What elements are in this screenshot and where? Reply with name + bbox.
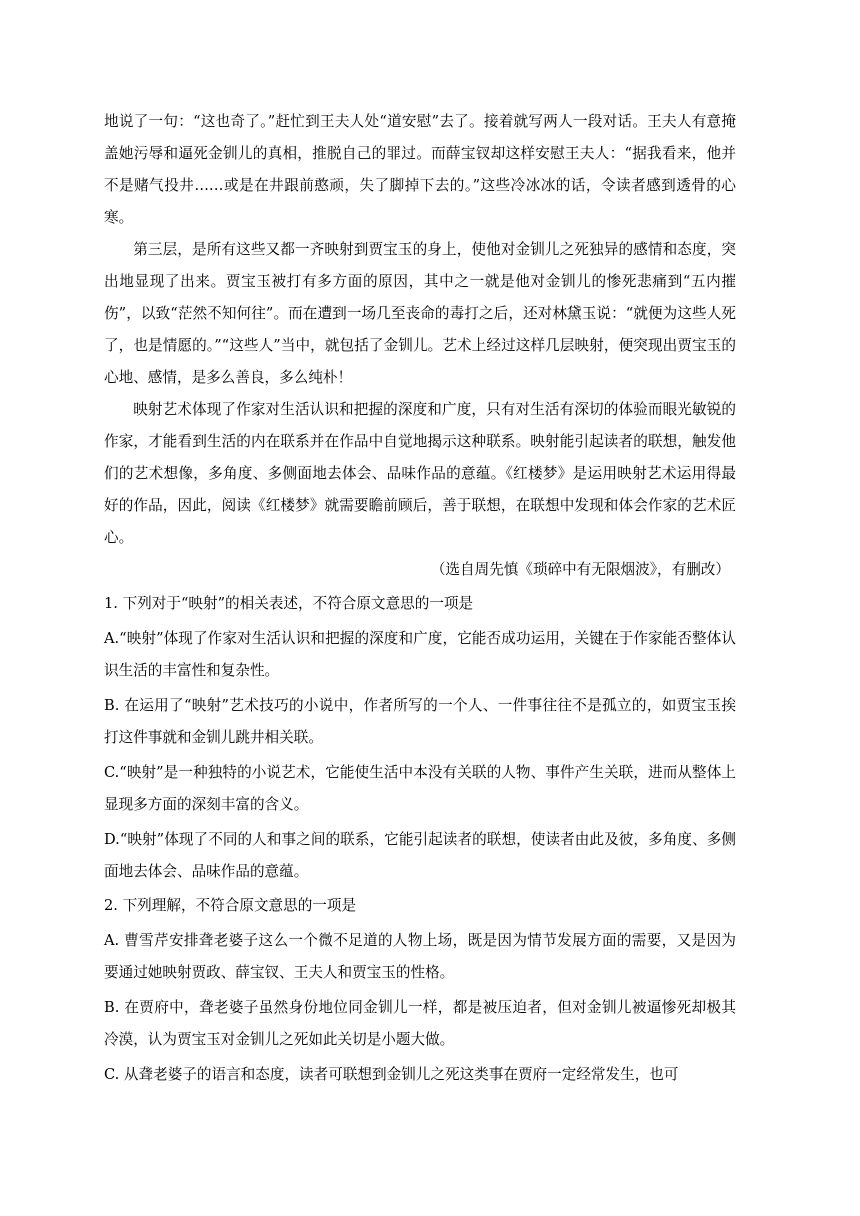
question-option: D.“映射”体现了不同的人和事之间的联系，它能引起读者的联想，使读者由此及彼，多角度、多侧面地去体会、品味作品的意蕴。 xyxy=(104,831,736,880)
question-stem: 1. 下列对于“映射”的相关表述，不符合原文意思的一项是 xyxy=(104,595,474,612)
question-option: C. 从聋老婆子的语言和态度，读者可联想到金钏儿之死这类事在贾府一定经常发生，也可 xyxy=(104,1066,679,1083)
question-option: A.“映射”体现了作家对生活认识和把握的深度和广度，它能否成功运用，关键在于作家能否整体认识生活的丰富性和复杂性。 xyxy=(104,630,736,679)
question-stem: 2. 下列理解，不符合原文意思的一项是 xyxy=(104,897,357,914)
article-paragraph: 映射艺术体现了作家对生活认识和把握的深度和广度，只有对生活有深切的体验而眼光敏锐的作家，才能看到生活的内在联系并在作品中自觉地揭示这种联系。映射能引起读者的联想，触发他们的艺术想像，多角度、多侧面地去体会、品味作品的意蕴。《红楼梦》是运用映射艺术运用得最好的作品，因此，阅读《红楼梦》就需要瞻前顾后，善于联想，在联想中发现和体会作家的艺术匠心。 xyxy=(104,401,736,546)
question-2 xyxy=(104,890,736,1091)
article-paragraph: 第三层，是所有这些又都一齐映射到贾宝玉的身上，使他对金钏儿之死独异的感情和态度，突出地显现了出来。贾宝玉被打有多方面的原因，其中之一就是他对金钏儿的惨死悲痛到“五内摧伤”，以致“茫然不知何往”。而在遭到一场几至丧命的毒打之后，还对林黛玉说：“就便为这些人死了，也是情愿的。”“这些人”当中，就包括了金钏儿。艺术上经过这样几层映射，便突现出贾宝玉的心地、感情，是多么善良，多么纯朴！ xyxy=(104,241,736,386)
question-option: B. 在运用了“映射”艺术技巧的小说中，作者所写的一个人、一件事往往不是孤立的，如贾宝玉挨打这件事就和金钏儿跳井相关联。 xyxy=(104,697,736,746)
question-1 xyxy=(104,588,736,888)
document-body xyxy=(104,106,736,1091)
question-option: A. 曹雪芹安排聋老婆子这么一个微不足道的人物上场，既是因为情节发展方面的需要，又是因为要通过她映射贾政、薛宝钗、王夫人和贾宝玉的性格。 xyxy=(104,932,736,981)
question-option: C.“映射”是一种独特的小说艺术，它能使生活中本没有关联的人物、事件产生关联，进而从整体上显现多方面的深刻丰富的含义。 xyxy=(104,764,736,813)
article-paragraph: 地说了一句：“这也奇了。”赶忙到王夫人处“道安慰”去了。接着就写两人一段对话。王夫人有意掩盖她污辱和逼死金钏儿的真相，推脱自己的罪过。而薛宝钗却这样安慰王夫人：“据我看来，他并不是赌气投井……或是在井跟前憨顽，失了脚掉下去的。”这些冷冰冰的话，令读者感到透骨的心寒。 xyxy=(104,113,736,226)
question-option: B. 在贾府中，聋老婆子虽然身份地位同金钏儿一样，都是被压迫者，但对金钏儿被逼惨死却极其冷漠，认为贾宝玉对金钏儿之死如此关切是小题大做。 xyxy=(104,999,736,1048)
article-source: （选自周先慎《琐碎中有无限烟波》，有删改） xyxy=(430,561,730,578)
